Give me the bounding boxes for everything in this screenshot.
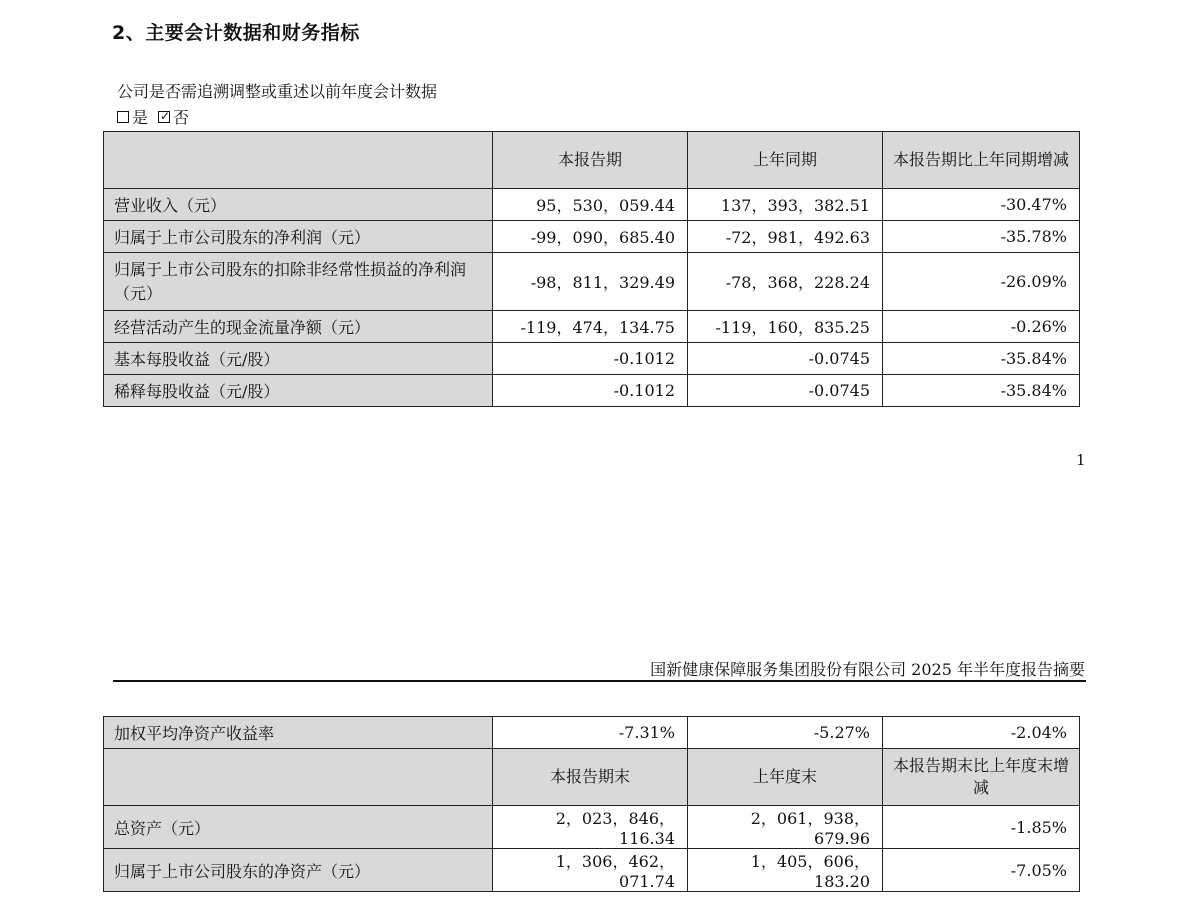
cell-change: -30.47%: [883, 189, 1080, 221]
header-period-end: 本报告期末: [493, 749, 688, 806]
cell-current: 95，530，059.44: [493, 189, 688, 221]
cell-prior: -0.0745: [688, 375, 883, 407]
header-cell-blank: [104, 132, 493, 189]
row-label: 归属于上市公司股东的净利润（元）: [104, 221, 493, 253]
report-footer-title: 国新健康保障服务集团股份有限公司 2025 年半年度报告摘要: [650, 660, 1085, 679]
cell-change: -35.84%: [883, 375, 1080, 407]
table-row: [104, 806, 1080, 849]
cell-prior: -119，160，835.25: [688, 311, 883, 343]
table-row: [104, 375, 1080, 407]
cell-prior: 2，061，938，679.96: [688, 806, 883, 849]
table-row: [104, 717, 1080, 749]
header-change: 本报告期末比上年度末增减: [883, 749, 1080, 806]
row-label: 营业收入（元）: [104, 189, 493, 221]
footer-divider: [113, 680, 1086, 682]
table-row: [104, 221, 1080, 253]
restatement-question: 公司是否需追溯调整或重述以前年度会计数据: [117, 82, 438, 101]
option-yes[interactable]: [117, 105, 148, 128]
cell-current: -98，811，329.49: [493, 253, 688, 311]
option-yes-label: 是: [132, 108, 149, 127]
cell-change: -35.84%: [883, 343, 1080, 375]
header-current-period: 本报告期: [493, 132, 688, 189]
header-prior-period: 上年同期: [688, 132, 883, 189]
row-label: 归属于上市公司股东的扣除非经常性损益的净利润（元）: [104, 253, 493, 311]
cell-prior: 137，393，382.51: [688, 189, 883, 221]
cell-prior: -78，368，228.24: [688, 253, 883, 311]
table-header-row: [104, 749, 1080, 806]
row-label: 加权平均净资产收益率: [104, 717, 493, 749]
option-no[interactable]: [158, 105, 189, 128]
cell-current: -99，090，685.40: [493, 221, 688, 253]
cell-change: -1.85%: [883, 806, 1080, 849]
checkbox-empty-icon[interactable]: [117, 111, 129, 123]
cell-current: -0.1012: [493, 343, 688, 375]
header-cell-blank: [104, 749, 493, 806]
financial-indicators-table: [103, 131, 1080, 407]
row-label: 经营活动产生的现金流量净额（元）: [104, 311, 493, 343]
header-prior-year-end: 上年度末: [688, 749, 883, 806]
cell-change: -0.26%: [883, 311, 1080, 343]
row-label: 归属于上市公司股东的净资产（元）: [104, 849, 493, 892]
row-label: 稀释每股收益（元/股）: [104, 375, 493, 407]
restatement-options: [117, 105, 199, 128]
cell-current: -0.1012: [493, 375, 688, 407]
table-row: [104, 311, 1080, 343]
table-row: [104, 849, 1080, 892]
cell-prior: 1，405，606，183.20: [688, 849, 883, 892]
table-row: [104, 343, 1080, 375]
cell-change: -7.05%: [883, 849, 1080, 892]
cell-change: -2.04%: [883, 717, 1080, 749]
table-header-row: [104, 132, 1080, 189]
cell-current: -7.31%: [493, 717, 688, 749]
row-label: 基本每股收益（元/股）: [104, 343, 493, 375]
cell-change: -26.09%: [883, 253, 1080, 311]
cell-prior: -5.27%: [688, 717, 883, 749]
cell-change: -35.78%: [883, 221, 1080, 253]
table-row: [104, 253, 1080, 311]
cell-current: -119，474，134.75: [493, 311, 688, 343]
cell-current: 2，023，846，116.34: [493, 806, 688, 849]
checkbox-checked-icon[interactable]: ✓: [160, 108, 171, 123]
option-no-label: 否: [173, 108, 190, 127]
cell-current: 1，306，462，071.74: [493, 849, 688, 892]
balance-indicators-table: [103, 716, 1080, 892]
section-title: 2、主要会计数据和财务指标: [112, 22, 360, 44]
header-change: 本报告期比上年同期增减: [883, 132, 1080, 189]
row-label: 总资产（元）: [104, 806, 493, 849]
cell-prior: -72，981，492.63: [688, 221, 883, 253]
page-number: 1: [1076, 451, 1086, 469]
table-row: [104, 189, 1080, 221]
cell-prior: -0.0745: [688, 343, 883, 375]
